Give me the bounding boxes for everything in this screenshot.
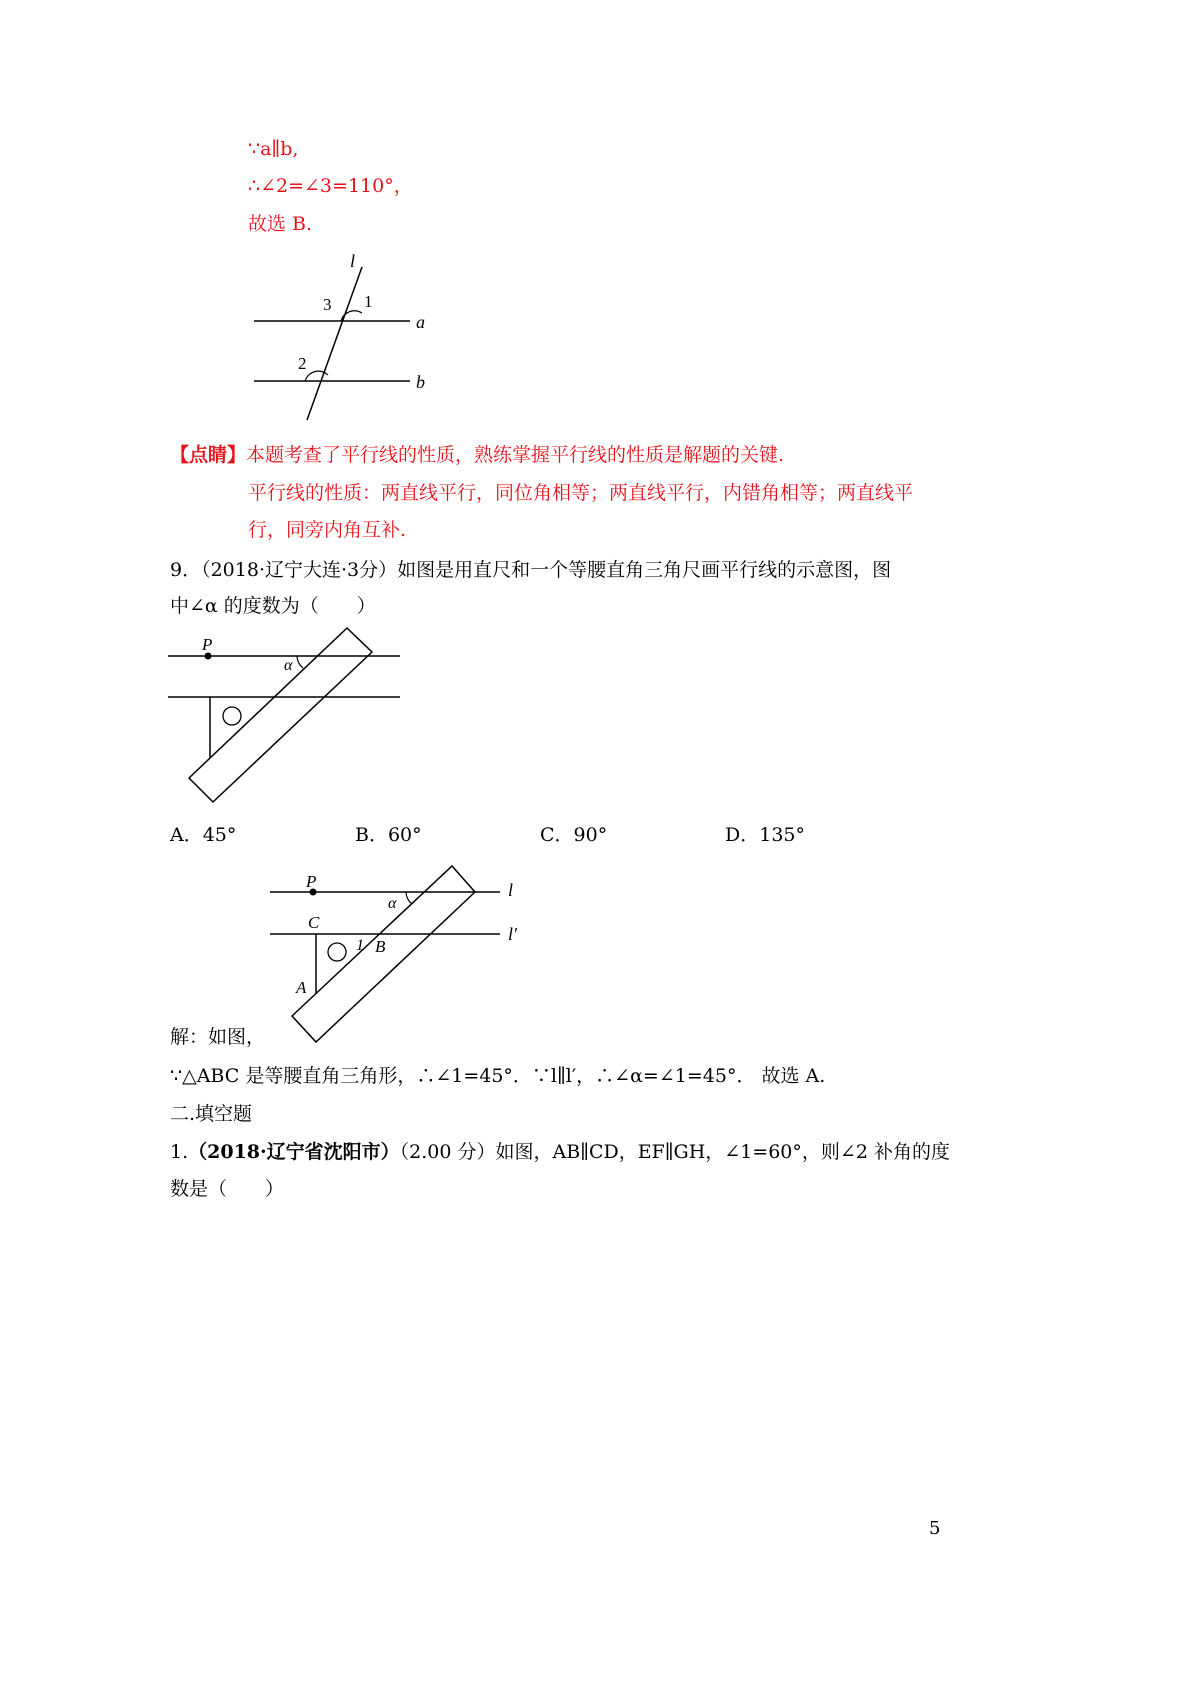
question-source: （2018·辽宁省沈阳市） [188,1141,400,1163]
label-B: B [375,937,386,956]
figure-ruler-triangle [160,620,410,810]
label-P: P [202,635,213,654]
label-l-prime: l′ [508,924,517,944]
comment-line: 平行线的性质：两直线平行，同位角相等；两直线平行，内错角相等；两直线平 [248,482,914,504]
label-A: A [296,978,307,997]
label-a: a [416,312,425,332]
question-text: 9．（2018·辽宁大连·3分）如图是用直尺和一个等腰直角三角尺画平行线的示意图，图 [170,559,892,581]
label-l: l [350,251,356,271]
solution-line: ∵a∥b, [248,138,299,160]
solution-line: ∵△ABC 是等腰直角三角形，∴∠1=45°．∵l∥l′，∴∠α=∠1=45°． 故选 A. [170,1065,826,1087]
label-angle-1: 1 [356,937,364,954]
label-alpha: α [284,657,293,674]
figure-ruler-triangle-labeled [260,860,530,1045]
label-angle-3: 3 [323,295,332,314]
section-heading: 二.填空题 [170,1103,253,1125]
page-number: 5 [929,1518,941,1539]
option-d: D．135° [725,824,805,846]
option-c: C．90° [540,824,608,846]
solution-line: 解：如图， [170,1026,266,1048]
question-text: 中∠α 的度数为（ ） [170,595,376,617]
comment-text: 本题考查了平行线的性质，熟练掌握平行线的性质是解题的关键. [246,444,785,466]
option-a: A．45° [170,824,237,846]
label-C: C [308,913,320,932]
solution-line: 故选 B. [248,213,313,235]
comment-tag: 【点睛】 [170,444,247,466]
label-alpha: α [388,895,397,912]
question-number: 1. [170,1141,189,1163]
figure-parallel-lines [240,245,450,430]
label-angle-1: 1 [364,292,373,311]
label-b: b [416,372,425,392]
question-text [170,1139,950,1165]
label-angle-2: 2 [298,354,307,373]
label-P: P [306,872,317,891]
label-l: l [508,880,514,900]
comment-line: 行，同旁内角互补. [248,519,407,541]
comment-line [170,442,784,468]
question-text: 数是（ ） [170,1178,285,1200]
option-b: B．60° [355,824,422,846]
question-body: （2.00 分）如图，AB∥CD，EF∥GH，∠1=60°，则∠2 补角的度 [399,1141,950,1163]
solution-line: ∴∠2=∠3=110°， [248,175,413,197]
